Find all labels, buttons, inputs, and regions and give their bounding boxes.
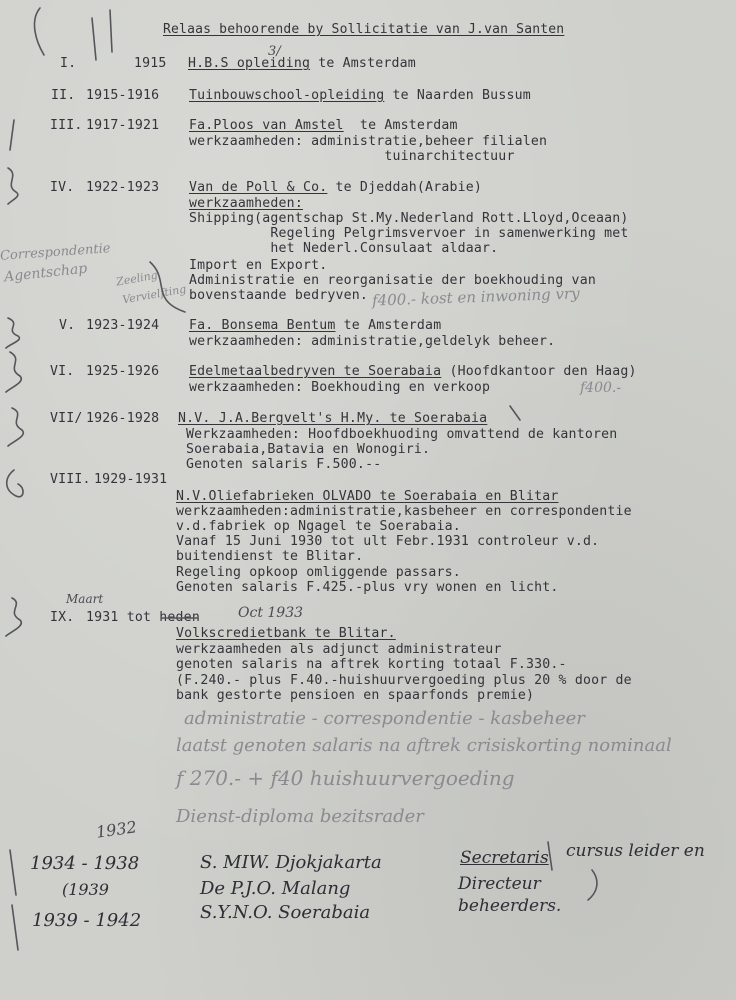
entry-5-number: V. xyxy=(59,318,76,333)
document-title: Relaas behoorende by Sollicitatie van J.van Santen xyxy=(163,22,565,37)
entry-4-line-3: Regeling Pelgrimsvervoer in samenwerking met xyxy=(189,226,629,241)
mark-bottom-2 xyxy=(12,905,18,950)
entry-4-line-6: Administratie en reorganisatie der boekhouding van xyxy=(189,273,596,288)
hand-bottom-role-1: Secretaris xyxy=(460,848,549,868)
entry-2-years: 1915-1916 xyxy=(86,88,160,103)
entry-1-number: I. xyxy=(60,56,77,71)
entry-4-line-4: het Nederl.Consulaat aldaar. xyxy=(189,241,499,256)
mark-iii xyxy=(10,120,14,150)
entry-8-line-6: Genoten salaris F.425.-plus vry wonen en licht. xyxy=(176,580,559,595)
entry-6-heading-rest: (Hoofdkantoor den Haag) xyxy=(441,364,637,379)
mark-viii xyxy=(7,470,23,497)
mark-ix xyxy=(6,598,21,636)
entry-3-number: III. xyxy=(50,118,83,133)
entry-3-years: 1917-1921 xyxy=(86,118,160,133)
hand-bottom-org-2: De P.J.O. Malang xyxy=(200,878,351,899)
entry-2-number: II. xyxy=(51,88,76,103)
entry-9-line-3: (F.240.- plus F.40.-huishuurvergoeding plus 20 % door de xyxy=(176,673,632,688)
hand-vi-salary: f400.- xyxy=(580,380,622,396)
mark-top-3 xyxy=(110,10,112,52)
entry-7-line-3: Genoten salaris F.500.-- xyxy=(186,457,382,472)
entry-4-line-5: Import en Export. xyxy=(189,258,328,273)
entry-3-heading: Fa.Ploos van Amstel xyxy=(189,118,344,133)
entry-9-years: 1931 tot heden xyxy=(86,610,200,625)
hand-margin-top: 3/ xyxy=(268,44,281,59)
entry-1-years: 1915 xyxy=(134,56,167,71)
hand-ix-month: Maart xyxy=(66,592,104,606)
entry-5-heading: Fa. Bonsema Bentum xyxy=(189,318,336,333)
entry-5-line-1: werkzaamheden: administratie,geldelyk beheer. xyxy=(189,334,556,349)
hand-bottom-role-2: cursus leider en xyxy=(566,841,705,861)
entry-2-heading-rest: te Naarden Bussum xyxy=(384,88,531,103)
mark-iv xyxy=(8,168,18,204)
hand-added-1: administratie - correspondentie - kasbeheer xyxy=(184,708,585,729)
hand-ix-note: Oct 1933 xyxy=(238,605,304,621)
hand-bottom-role-3: Directeur xyxy=(458,874,541,894)
entry-9-line-4: bank gestorte pensioen en spaarfonds premie) xyxy=(176,688,535,703)
entry-7-number: VII/ xyxy=(50,411,83,426)
hand-iv-margin-1: Correspondentie xyxy=(0,241,111,264)
entry-8-line-5: Regeling opkoop omliggende passars. xyxy=(176,565,461,580)
hand-added-3: f 270.- + f40 huishuurvergoeding xyxy=(176,766,515,790)
hand-bottom-2-years: 1939 - 1942 xyxy=(32,910,142,931)
hand-bottom-org-1: S. MIW. Djokjakarta xyxy=(200,852,382,873)
entry-9-line-2: genoten salaris na aftrek korting totaal F.330.- xyxy=(176,657,567,672)
hand-iv-margin-4: Vervielfting xyxy=(121,282,188,307)
hand-bottom-1-sub: (1939 xyxy=(62,880,109,899)
entry-4-heading-rest: te Djeddah(Arabie) xyxy=(327,180,483,195)
entry-6-years: 1925-1926 xyxy=(86,364,160,379)
entry-4-line-1: werkzaamheden: xyxy=(189,196,303,211)
entry-8-line-1: werkzaamheden:administratie,kasbeheer en correspondentie xyxy=(176,504,632,519)
entry-9-line-1: werkzaamheden als adjunct administrateur xyxy=(176,642,502,657)
entry-8-heading: N.V.Oliefabrieken OLVADO te Soerabaia en Blitar xyxy=(176,489,559,504)
hand-bottom-year: 1932 xyxy=(94,817,138,842)
entry-7-line-2: Soerabaia,Batavia en Wonogiri. xyxy=(186,442,431,457)
hand-added-4: Dienst-diploma bezitsrader xyxy=(176,806,424,827)
entry-5-heading-rest: te Amsterdam xyxy=(335,318,442,333)
entry-3-heading-rest: te Amsterdam xyxy=(343,118,458,133)
entry-8-years: 1929-1931 xyxy=(94,472,168,487)
entry-2-heading: Tuinbouwschool-opleiding xyxy=(189,88,385,103)
mark-vii xyxy=(8,408,23,446)
hand-bottom-1-years: 1934 - 1938 xyxy=(30,853,140,874)
entry-4-line-2: Shipping(agentschap St.My.Nederland Rott.Lloyd,Oceaan) xyxy=(189,211,629,226)
entry-4-heading: Van de Poll & Co. xyxy=(189,180,328,195)
mark-bracket xyxy=(548,842,552,870)
mark-v xyxy=(6,318,19,348)
entry-3-line-2: tuinarchitectuur xyxy=(189,149,515,164)
mark-bottom-1 xyxy=(10,850,16,895)
entry-7-line-1: Werkzaamheden: Hoofdboekhuoding omvattend de kantoren xyxy=(186,427,618,442)
mark-vii-slash xyxy=(510,406,520,420)
entry-6-line-1: werkzaamheden: Boekhouding en verkoop xyxy=(189,380,491,395)
mark-bracket-2 xyxy=(588,870,597,900)
entry-1-heading-rest: te Amsterdam xyxy=(310,56,416,71)
mark-top-1 xyxy=(34,8,44,55)
entry-7-heading: N.V. J.A.Bergvelt's H.My. te Soerabaia xyxy=(178,411,488,426)
hand-bottom-role-4: beheerders. xyxy=(458,896,562,916)
hand-bottom-org-3: S.Y.N.O. Soerabaia xyxy=(200,902,371,923)
entry-9-number: IX. xyxy=(50,610,75,625)
entry-8-line-2: v.d.fabriek op Ngagel te Soerabaia. xyxy=(176,519,461,534)
entry-8-line-4: buitendienst te Blitar. xyxy=(176,549,364,564)
entry-4-number: IV. xyxy=(50,180,75,195)
hand-iv-margin-2: Agentschap xyxy=(3,260,88,286)
entry-8-number: VIII. xyxy=(50,472,91,487)
mark-iv-cross xyxy=(150,262,185,312)
mark-top-2 xyxy=(92,18,96,60)
hand-added-2: laatst genoten salaris na aftrek crisiskorting nominaal xyxy=(176,735,672,756)
hand-iv-margin-3: Zeeling xyxy=(115,268,159,289)
entry-3-line-1: werkzaamheden: administratie,beheer filialen xyxy=(189,134,548,149)
entry-9-heading: Volkscredietbank te Blitar. xyxy=(176,626,396,641)
entry-1-heading: H.B.S opleiding xyxy=(188,56,311,71)
entry-7-years: 1926-1928 xyxy=(86,411,160,426)
entry-4-years: 1922-1923 xyxy=(86,180,160,195)
entry-6-heading: Edelmetaalbedryven te Soerabaia xyxy=(189,364,442,379)
entry-5-years: 1923-1924 xyxy=(86,318,160,333)
entry-8-line-3: Vanaf 15 Juni 1930 tot ult Febr.1931 controleur v.d. xyxy=(176,534,600,549)
mark-vi xyxy=(6,352,21,392)
hand-iv-salary: f400.- kost en inwoning vry xyxy=(371,284,580,310)
entry-6-number: VI. xyxy=(50,364,75,379)
entry-4-line-7: bovenstaande bedryven. xyxy=(189,288,369,303)
